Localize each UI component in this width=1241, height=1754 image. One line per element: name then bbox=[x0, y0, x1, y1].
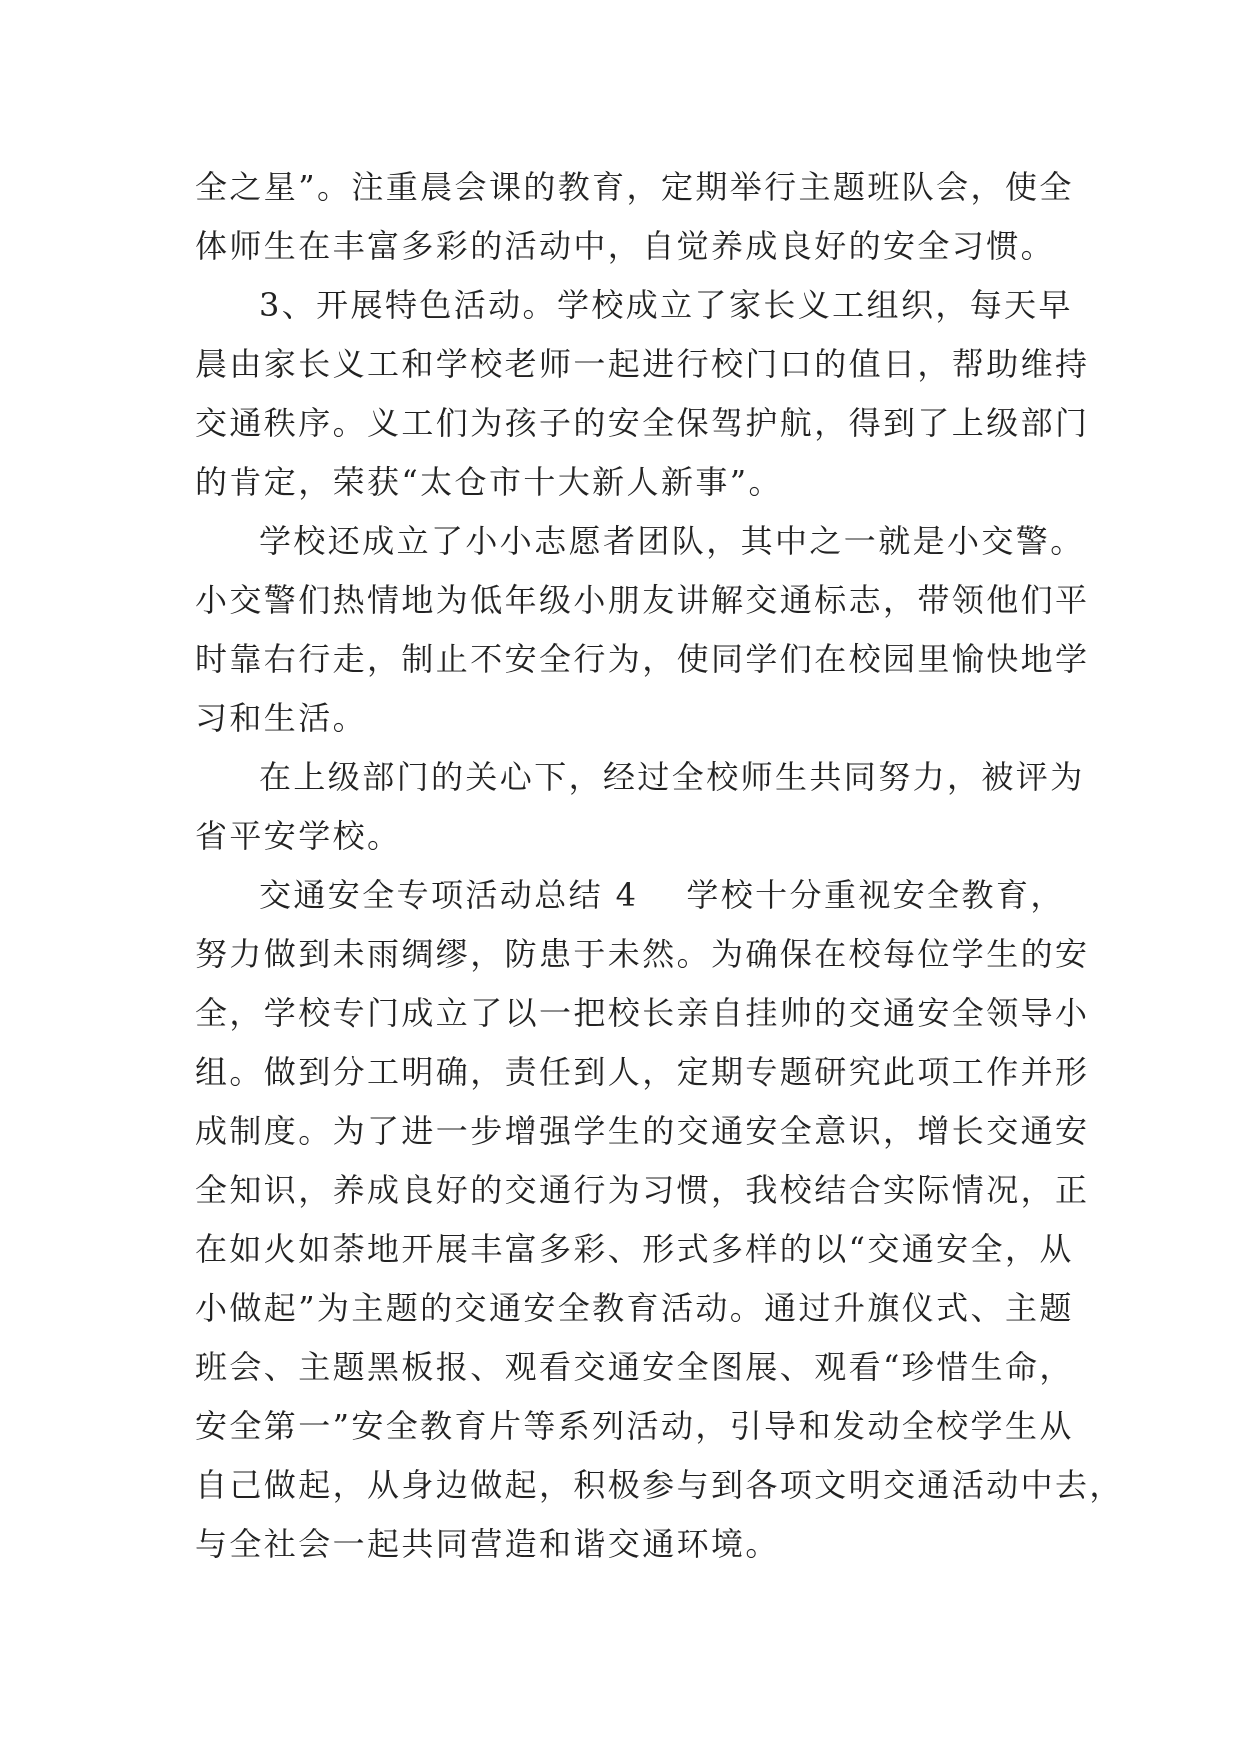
text-line: 在如火如荼地开展丰富多彩、形式多样的以“交通安全，从 bbox=[195, 1230, 1074, 1268]
text-line: 晨由家长义工和学校老师一起进行校门口的值日，帮助维持 bbox=[195, 345, 1090, 383]
paragraph-volunteers bbox=[195, 512, 1090, 748]
text-line: 体师生在丰富多彩的活动中，自觉养成良好的安全习惯。 bbox=[195, 227, 1056, 265]
text-line: 自己做起，从身边做起，积极参与到各项文明交通活动中去， bbox=[195, 1466, 1124, 1504]
text-line: 小做起”为主题的交通安全教育活动。通过升旗仪式、主题 bbox=[195, 1289, 1074, 1327]
text-line: 时靠右行走，制止不安全行为，使同学们在校园里愉快地学 bbox=[195, 640, 1090, 678]
text-line: 习和生活。 bbox=[195, 699, 368, 737]
text-line: 成制度。为了进一步增强学生的交通安全意识，增长交通安 bbox=[195, 1112, 1090, 1150]
text-line bbox=[195, 866, 1065, 925]
text-line: 努力做到未雨绸缪，防患于未然。为确保在校每位学生的安 bbox=[195, 935, 1090, 973]
text-line: 在上级部门的关心下，经过全校师生共同努力，被评为 bbox=[259, 758, 1085, 796]
paragraph-summary-4 bbox=[195, 866, 1124, 1574]
text-line: 组。做到分工明确，责任到人，定期专题研究此项工作并形 bbox=[195, 1053, 1090, 1091]
section-first-line-text: 学校十分重视安全教育， bbox=[686, 876, 1065, 914]
text-line: 全知识，养成良好的交通行为习惯，我校结合实际情况，正 bbox=[195, 1171, 1090, 1209]
paragraph-award bbox=[195, 748, 1085, 866]
text-line: 安全第一”安全教育片等系列活动，引导和发动全校学生从 bbox=[195, 1407, 1074, 1445]
text-line: 3、开展特色活动。学校成立了家长义工组织，每天早 bbox=[259, 286, 1073, 324]
text-line: 的肯定，荣获“太仓市十大新人新事”。 bbox=[195, 463, 783, 501]
paragraph-special-activities bbox=[195, 276, 1090, 512]
text-line: 省平安学校。 bbox=[195, 817, 402, 855]
text-line: 学校还成立了小小志愿者团队，其中之一就是小交警。 bbox=[259, 522, 1085, 560]
paragraph-continuation bbox=[195, 158, 1074, 276]
section-heading: 交通安全专项活动总结 4 bbox=[259, 876, 639, 914]
text-line: 小交警们热情地为低年级小朋友讲解交通标志，带领他们平 bbox=[195, 581, 1090, 619]
text-line: 交通秩序。义工们为孩子的安全保驾护航，得到了上级部门 bbox=[195, 404, 1090, 442]
text-line: 全之星”。注重晨会课的教育，定期举行主题班队会，使全 bbox=[195, 168, 1074, 206]
text-line: 与全社会一起共同营造和谐交通环境。 bbox=[195, 1525, 780, 1563]
document-body bbox=[195, 158, 1124, 1574]
text-line: 班会、主题黑板报、观看交通安全图展、观看“珍惜生命， bbox=[195, 1348, 1074, 1386]
text-line: 全，学校专门成立了以一把校长亲自挂帅的交通安全领导小 bbox=[195, 994, 1090, 1032]
